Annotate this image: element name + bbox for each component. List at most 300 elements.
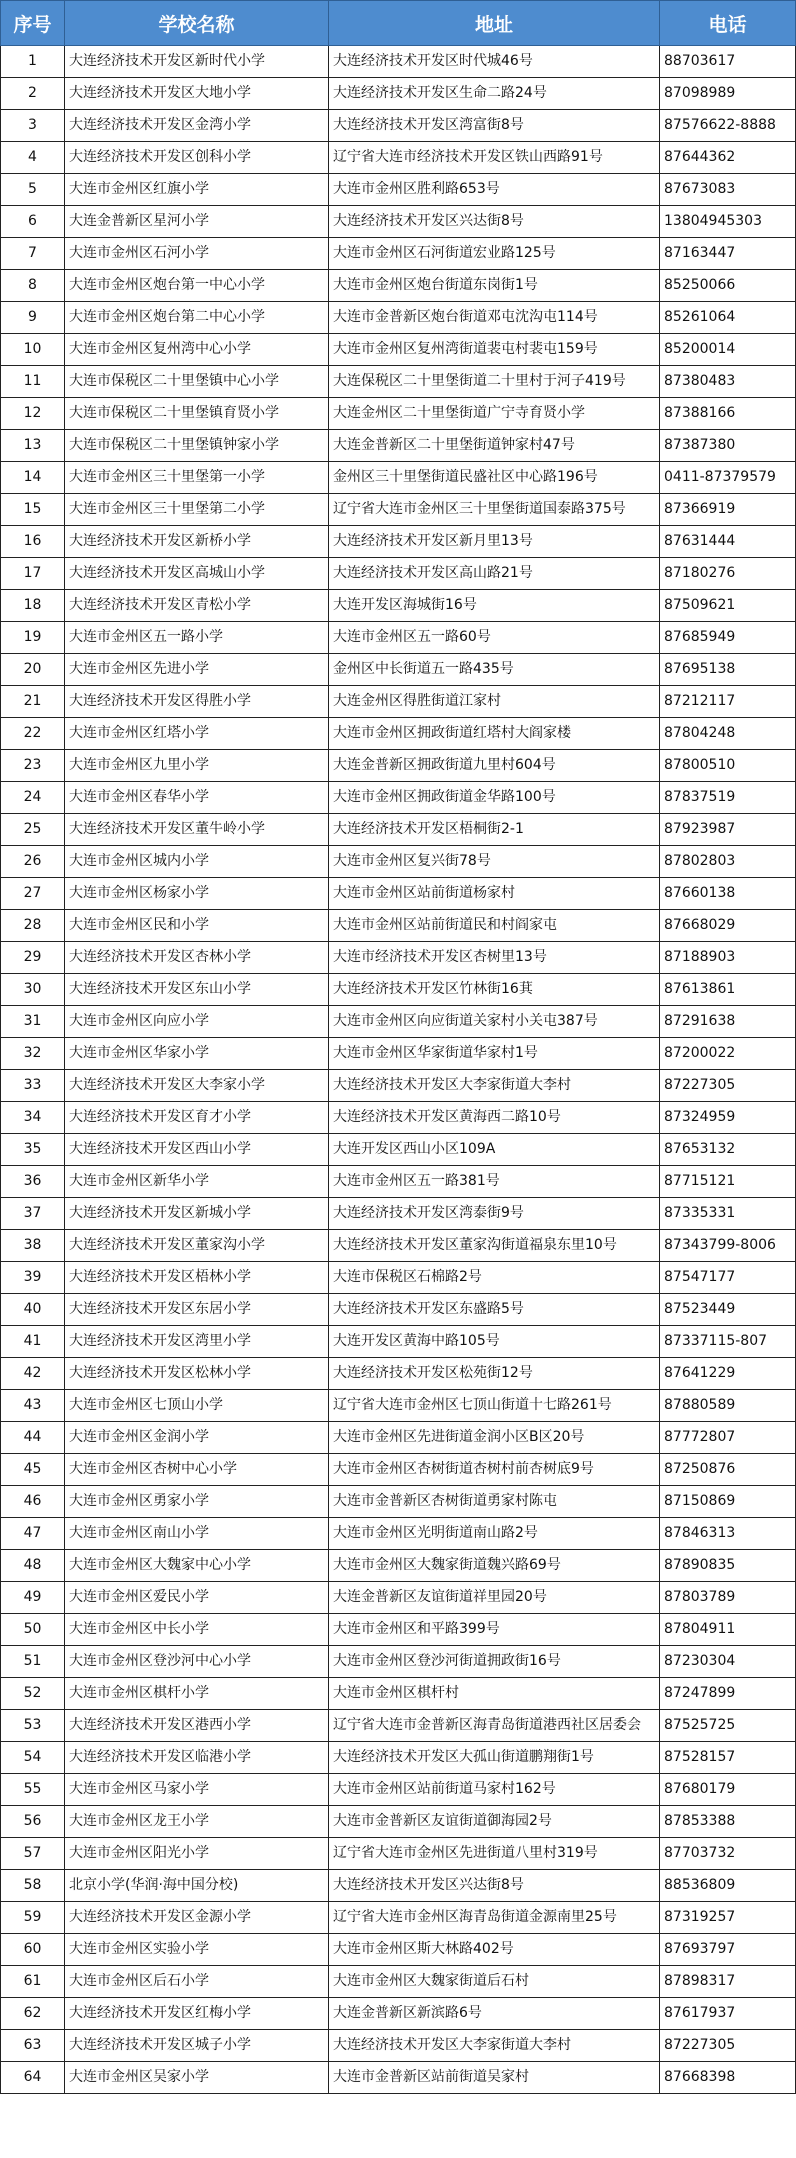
table-row xyxy=(1,302,796,334)
table-row xyxy=(1,590,796,622)
row-number: 35 xyxy=(1,1134,65,1166)
school-phone: 87804248 xyxy=(660,718,796,750)
row-number: 60 xyxy=(1,1934,65,1966)
row-number: 28 xyxy=(1,910,65,942)
row-number: 50 xyxy=(1,1614,65,1646)
school-address: 大连市金州区站前街道民和村阎家屯 xyxy=(329,910,660,942)
table-row xyxy=(1,1678,796,1710)
table-row xyxy=(1,654,796,686)
table-row xyxy=(1,1646,796,1678)
school-address: 大连经济技术开发区松苑街12号 xyxy=(329,1358,660,1390)
school-address: 大连经济技术开发区兴达街8号 xyxy=(329,1870,660,1902)
row-number: 44 xyxy=(1,1422,65,1454)
table-row xyxy=(1,1134,796,1166)
row-number: 42 xyxy=(1,1358,65,1390)
school-name: 大连市保税区二十里堡镇中心小学 xyxy=(65,366,329,398)
school-name: 大连经济技术开发区杏林小学 xyxy=(65,942,329,974)
row-number: 56 xyxy=(1,1806,65,1838)
school-address: 大连市金州区斯大林路402号 xyxy=(329,1934,660,1966)
school-name: 大连经济技术开发区红梅小学 xyxy=(65,1998,329,2030)
school-phone: 0411-87379579 xyxy=(660,462,796,494)
school-address: 大连市金州区五一路381号 xyxy=(329,1166,660,1198)
school-name: 大连市金州区新华小学 xyxy=(65,1166,329,1198)
school-address: 辽宁省大连市金州区七顶山街道十七路261号 xyxy=(329,1390,660,1422)
school-address: 辽宁省大连市金普新区海青岛街道港西社区居委会 xyxy=(329,1710,660,1742)
school-address: 大连市金州区炮台街道东岗街1号 xyxy=(329,270,660,302)
row-number: 11 xyxy=(1,366,65,398)
school-address: 金州区三十里堡街道民盛社区中心路196号 xyxy=(329,462,660,494)
table-row xyxy=(1,1454,796,1486)
school-name: 大连市金州区红塔小学 xyxy=(65,718,329,750)
school-phone: 87200022 xyxy=(660,1038,796,1070)
row-number: 15 xyxy=(1,494,65,526)
row-number: 12 xyxy=(1,398,65,430)
school-name: 大连金普新区星河小学 xyxy=(65,206,329,238)
row-number: 48 xyxy=(1,1550,65,1582)
school-phone: 87523449 xyxy=(660,1294,796,1326)
row-number: 4 xyxy=(1,142,65,174)
school-name: 大连经济技术开发区梧林小学 xyxy=(65,1262,329,1294)
school-name: 北京小学(华润·海中国分校) xyxy=(65,1870,329,1902)
school-name: 大连市金州区民和小学 xyxy=(65,910,329,942)
school-phone: 87617937 xyxy=(660,1998,796,2030)
row-number: 21 xyxy=(1,686,65,718)
school-address: 大连市金州区胜利路653号 xyxy=(329,174,660,206)
school-phone: 87660138 xyxy=(660,878,796,910)
school-name: 大连经济技术开发区创科小学 xyxy=(65,142,329,174)
school-name: 大连经济技术开发区金湾小学 xyxy=(65,110,329,142)
row-number: 9 xyxy=(1,302,65,334)
row-number: 30 xyxy=(1,974,65,1006)
school-name: 大连市金州区炮台第一中心小学 xyxy=(65,270,329,302)
school-address: 辽宁省大连市金州区海青岛街道金源南里25号 xyxy=(329,1902,660,1934)
school-name: 大连经济技术开发区松林小学 xyxy=(65,1358,329,1390)
school-phone: 87685949 xyxy=(660,622,796,654)
school-address: 大连经济技术开发区董家沟街道福泉东里10号 xyxy=(329,1230,660,1262)
row-number: 13 xyxy=(1,430,65,462)
school-address: 大连市金普新区友谊街道御海园2号 xyxy=(329,1806,660,1838)
school-name: 大连经济技术开发区东山小学 xyxy=(65,974,329,1006)
row-number: 62 xyxy=(1,1998,65,2030)
table-row xyxy=(1,878,796,910)
school-phone: 87668398 xyxy=(660,2062,796,2094)
school-phone: 87715121 xyxy=(660,1166,796,1198)
school-address: 大连市金州区棋杆村 xyxy=(329,1678,660,1710)
table-row xyxy=(1,1326,796,1358)
school-name: 大连经济技术开发区高城山小学 xyxy=(65,558,329,590)
school-phone: 87525725 xyxy=(660,1710,796,1742)
school-name: 大连经济技术开发区大李家小学 xyxy=(65,1070,329,1102)
school-name: 大连市金州区春华小学 xyxy=(65,782,329,814)
school-phone: 87380483 xyxy=(660,366,796,398)
school-phone: 87644362 xyxy=(660,142,796,174)
row-number: 1 xyxy=(1,46,65,78)
table-row xyxy=(1,2062,796,2094)
table-row xyxy=(1,1486,796,1518)
table-row xyxy=(1,46,796,78)
table-row xyxy=(1,1294,796,1326)
row-number: 37 xyxy=(1,1198,65,1230)
row-number: 51 xyxy=(1,1646,65,1678)
school-name: 大连市金州区向应小学 xyxy=(65,1006,329,1038)
row-number: 54 xyxy=(1,1742,65,1774)
school-name: 大连市金州区九里小学 xyxy=(65,750,329,782)
school-address: 大连市金州区登沙河街道拥政街16号 xyxy=(329,1646,660,1678)
school-phone: 87387380 xyxy=(660,430,796,462)
school-name: 大连市金州区五一路小学 xyxy=(65,622,329,654)
table-row xyxy=(1,1774,796,1806)
school-phone: 85261064 xyxy=(660,302,796,334)
row-number: 10 xyxy=(1,334,65,366)
school-phone: 88536809 xyxy=(660,1870,796,1902)
table-row xyxy=(1,110,796,142)
school-address: 大连经济技术开发区大李家街道大李村 xyxy=(329,2030,660,2062)
school-address: 大连市金州区先进街道金润小区B区20号 xyxy=(329,1422,660,1454)
row-number: 41 xyxy=(1,1326,65,1358)
school-name: 大连市金州区石河小学 xyxy=(65,238,329,270)
school-address: 大连市金州区拥政街道红塔村大阎家楼 xyxy=(329,718,660,750)
school-name: 大连经济技术开发区湾里小学 xyxy=(65,1326,329,1358)
table-row xyxy=(1,206,796,238)
table-row xyxy=(1,974,796,1006)
row-number: 40 xyxy=(1,1294,65,1326)
table-row xyxy=(1,1358,796,1390)
header-no: 序号 xyxy=(1,1,65,46)
school-phone: 87163447 xyxy=(660,238,796,270)
school-phone: 87673083 xyxy=(660,174,796,206)
school-address: 大连经济技术开发区大孤山街道鹏翔街1号 xyxy=(329,1742,660,1774)
school-phone: 87227305 xyxy=(660,2030,796,2062)
school-address: 大连市金州区华家街道华家村1号 xyxy=(329,1038,660,1070)
row-number: 26 xyxy=(1,846,65,878)
school-name: 大连经济技术开发区育才小学 xyxy=(65,1102,329,1134)
row-number: 39 xyxy=(1,1262,65,1294)
school-phone: 87837519 xyxy=(660,782,796,814)
table-row xyxy=(1,1038,796,1070)
school-address: 大连开发区黄海中路105号 xyxy=(329,1326,660,1358)
school-phone: 87923987 xyxy=(660,814,796,846)
school-name: 大连市金州区吴家小学 xyxy=(65,2062,329,2094)
table-row xyxy=(1,526,796,558)
school-address: 大连市金州区复兴街78号 xyxy=(329,846,660,878)
table-row xyxy=(1,1422,796,1454)
school-address: 大连开发区西山小区109A xyxy=(329,1134,660,1166)
school-phone: 87366919 xyxy=(660,494,796,526)
table-row xyxy=(1,1390,796,1422)
school-address: 辽宁省大连市金州区先进街道八里村319号 xyxy=(329,1838,660,1870)
row-number: 7 xyxy=(1,238,65,270)
table-row xyxy=(1,1518,796,1550)
school-phone: 87653132 xyxy=(660,1134,796,1166)
row-number: 57 xyxy=(1,1838,65,1870)
row-number: 14 xyxy=(1,462,65,494)
school-phone: 87509621 xyxy=(660,590,796,622)
school-phone: 87898317 xyxy=(660,1966,796,1998)
school-phone: 87343799-8006 xyxy=(660,1230,796,1262)
school-name: 大连市金州区红旗小学 xyxy=(65,174,329,206)
school-address: 大连经济技术开发区湾泰街9号 xyxy=(329,1198,660,1230)
school-name: 大连市金州区大魏家中心小学 xyxy=(65,1550,329,1582)
table-row xyxy=(1,1838,796,1870)
table-row xyxy=(1,622,796,654)
row-number: 6 xyxy=(1,206,65,238)
table-row xyxy=(1,1006,796,1038)
school-phone: 85250066 xyxy=(660,270,796,302)
school-name: 大连市金州区阳光小学 xyxy=(65,1838,329,1870)
school-name: 大连市金州区中长小学 xyxy=(65,1614,329,1646)
school-address: 大连金普新区拥政街道九里村604号 xyxy=(329,750,660,782)
school-phone: 87250876 xyxy=(660,1454,796,1486)
school-name: 大连经济技术开发区金源小学 xyxy=(65,1902,329,1934)
school-phone: 87150869 xyxy=(660,1486,796,1518)
school-name: 大连市金州区爱民小学 xyxy=(65,1582,329,1614)
school-phone: 87772807 xyxy=(660,1422,796,1454)
school-name: 大连市保税区二十里堡镇钟家小学 xyxy=(65,430,329,462)
school-name: 大连市金州区棋杆小学 xyxy=(65,1678,329,1710)
school-address: 大连市金州区杏树街道杏树村前杏树底9号 xyxy=(329,1454,660,1486)
school-name: 大连经济技术开发区新时代小学 xyxy=(65,46,329,78)
school-address: 大连市金州区五一路60号 xyxy=(329,622,660,654)
table-row xyxy=(1,238,796,270)
school-phone: 87846313 xyxy=(660,1518,796,1550)
row-number: 46 xyxy=(1,1486,65,1518)
school-phone: 87212117 xyxy=(660,686,796,718)
school-address: 大连经济技术开发区生命二路24号 xyxy=(329,78,660,110)
row-number: 18 xyxy=(1,590,65,622)
school-address: 辽宁省大连市经济技术开发区铁山西路91号 xyxy=(329,142,660,174)
school-name: 大连市金州区七顶山小学 xyxy=(65,1390,329,1422)
row-number: 38 xyxy=(1,1230,65,1262)
school-phone: 87680179 xyxy=(660,1774,796,1806)
school-phone: 87803789 xyxy=(660,1582,796,1614)
school-address: 大连开发区海城街16号 xyxy=(329,590,660,622)
school-phone: 87337115-807 xyxy=(660,1326,796,1358)
school-name: 大连市金州区南山小学 xyxy=(65,1518,329,1550)
table-row xyxy=(1,1998,796,2030)
row-number: 45 xyxy=(1,1454,65,1486)
school-name: 大连市金州区三十里堡第一小学 xyxy=(65,462,329,494)
school-address: 大连市保税区石棉路2号 xyxy=(329,1262,660,1294)
school-name: 大连市金州区三十里堡第二小学 xyxy=(65,494,329,526)
school-name: 大连经济技术开发区董牛岭小学 xyxy=(65,814,329,846)
school-name: 大连市金州区炮台第二中心小学 xyxy=(65,302,329,334)
table-row xyxy=(1,1582,796,1614)
row-number: 23 xyxy=(1,750,65,782)
school-phone: 13804945303 xyxy=(660,206,796,238)
row-number: 5 xyxy=(1,174,65,206)
table-row xyxy=(1,942,796,974)
school-phone: 87180276 xyxy=(660,558,796,590)
school-address: 大连市金州区站前街道杨家村 xyxy=(329,878,660,910)
row-number: 20 xyxy=(1,654,65,686)
school-name: 大连市金州区登沙河中心小学 xyxy=(65,1646,329,1678)
school-name: 大连市金州区杏树中心小学 xyxy=(65,1454,329,1486)
school-name: 大连市金州区勇家小学 xyxy=(65,1486,329,1518)
school-name: 大连市金州区龙王小学 xyxy=(65,1806,329,1838)
school-address: 大连市金州区拥政街道金华路100号 xyxy=(329,782,660,814)
table-row xyxy=(1,686,796,718)
table-row xyxy=(1,1742,796,1774)
school-address: 大连市金州区大魏家街道魏兴路69号 xyxy=(329,1550,660,1582)
school-phone: 87388166 xyxy=(660,398,796,430)
row-number: 55 xyxy=(1,1774,65,1806)
table-row xyxy=(1,1102,796,1134)
school-phone: 87324959 xyxy=(660,1102,796,1134)
school-address: 大连市经济技术开发区杏树里13号 xyxy=(329,942,660,974)
school-address: 大连市金州区复州湾街道裴屯村裴屯159号 xyxy=(329,334,660,366)
school-address: 大连经济技术开发区新月里13号 xyxy=(329,526,660,558)
school-phone: 87335331 xyxy=(660,1198,796,1230)
table-row xyxy=(1,398,796,430)
school-phone: 87098989 xyxy=(660,78,796,110)
school-name: 大连经济技术开发区港西小学 xyxy=(65,1710,329,1742)
school-phone: 87853388 xyxy=(660,1806,796,1838)
school-name: 大连经济技术开发区得胜小学 xyxy=(65,686,329,718)
school-phone: 87880589 xyxy=(660,1390,796,1422)
school-name: 大连经济技术开发区新城小学 xyxy=(65,1198,329,1230)
school-phone: 87804911 xyxy=(660,1614,796,1646)
school-name: 大连市金州区马家小学 xyxy=(65,1774,329,1806)
school-address: 大连经济技术开发区时代城46号 xyxy=(329,46,660,78)
table-row xyxy=(1,2030,796,2062)
row-number: 31 xyxy=(1,1006,65,1038)
school-address: 大连经济技术开发区湾富街8号 xyxy=(329,110,660,142)
row-number: 17 xyxy=(1,558,65,590)
table-row xyxy=(1,1550,796,1582)
table-row xyxy=(1,1870,796,1902)
school-address: 大连市金州区站前街道马家村162号 xyxy=(329,1774,660,1806)
school-name: 大连经济技术开发区东居小学 xyxy=(65,1294,329,1326)
table-row xyxy=(1,270,796,302)
school-address: 金州区中长街道五一路435号 xyxy=(329,654,660,686)
table-row xyxy=(1,78,796,110)
school-address: 大连经济技术开发区梧桐街2-1 xyxy=(329,814,660,846)
school-address: 大连金普新区二十里堡街道钟家村47号 xyxy=(329,430,660,462)
school-name: 大连经济技术开发区青松小学 xyxy=(65,590,329,622)
table-row xyxy=(1,494,796,526)
school-phone: 87576622-8888 xyxy=(660,110,796,142)
school-name: 大连经济技术开发区西山小学 xyxy=(65,1134,329,1166)
school-phone: 87291638 xyxy=(660,1006,796,1038)
row-number: 25 xyxy=(1,814,65,846)
table-row xyxy=(1,558,796,590)
table-row xyxy=(1,1710,796,1742)
school-address: 大连市金州区和平路399号 xyxy=(329,1614,660,1646)
table-row xyxy=(1,814,796,846)
row-number: 32 xyxy=(1,1038,65,1070)
school-address: 大连市金普新区炮台街道邓屯沈沟屯114号 xyxy=(329,302,660,334)
school-name: 大连市金州区杨家小学 xyxy=(65,878,329,910)
table-body xyxy=(1,46,796,2094)
school-phone: 87188903 xyxy=(660,942,796,974)
row-number: 19 xyxy=(1,622,65,654)
school-name: 大连市保税区二十里堡镇育贤小学 xyxy=(65,398,329,430)
row-number: 58 xyxy=(1,1870,65,1902)
table-row xyxy=(1,366,796,398)
row-number: 2 xyxy=(1,78,65,110)
row-number: 43 xyxy=(1,1390,65,1422)
table-row xyxy=(1,1070,796,1102)
school-address: 大连市金州区石河街道宏业路125号 xyxy=(329,238,660,270)
school-address: 大连经济技术开发区兴达街8号 xyxy=(329,206,660,238)
school-phone: 87631444 xyxy=(660,526,796,558)
school-address: 大连经济技术开发区竹林街16萁 xyxy=(329,974,660,1006)
row-number: 61 xyxy=(1,1966,65,1998)
row-number: 53 xyxy=(1,1710,65,1742)
row-number: 59 xyxy=(1,1902,65,1934)
header-name: 学校名称 xyxy=(65,1,329,46)
table-row xyxy=(1,718,796,750)
table-row xyxy=(1,1902,796,1934)
row-number: 36 xyxy=(1,1166,65,1198)
table-row xyxy=(1,1230,796,1262)
table-row xyxy=(1,1806,796,1838)
school-name: 大连市金州区后石小学 xyxy=(65,1966,329,1998)
school-address: 大连经济技术开发区大李家街道大李村 xyxy=(329,1070,660,1102)
table-row xyxy=(1,782,796,814)
row-number: 63 xyxy=(1,2030,65,2062)
table-row xyxy=(1,1614,796,1646)
school-phone: 87800510 xyxy=(660,750,796,782)
header-row xyxy=(1,1,796,46)
row-number: 8 xyxy=(1,270,65,302)
table-row xyxy=(1,1934,796,1966)
table-row xyxy=(1,1198,796,1230)
school-phone: 87247899 xyxy=(660,1678,796,1710)
school-name: 大连市金州区金润小学 xyxy=(65,1422,329,1454)
school-address: 大连金普新区友谊街道祥里园20号 xyxy=(329,1582,660,1614)
school-address: 大连金州区得胜街道江家村 xyxy=(329,686,660,718)
school-name: 大连经济技术开发区大地小学 xyxy=(65,78,329,110)
school-phone: 87802803 xyxy=(660,846,796,878)
school-phone: 87613861 xyxy=(660,974,796,1006)
table-row xyxy=(1,430,796,462)
school-name: 大连经济技术开发区临港小学 xyxy=(65,1742,329,1774)
table-row xyxy=(1,462,796,494)
school-name: 大连经济技术开发区董家沟小学 xyxy=(65,1230,329,1262)
table-row xyxy=(1,750,796,782)
header-address: 地址 xyxy=(329,1,660,46)
school-phone: 87693797 xyxy=(660,1934,796,1966)
table-row xyxy=(1,1262,796,1294)
school-address: 辽宁省大连市金州区三十里堡街道国泰路375号 xyxy=(329,494,660,526)
school-address: 大连市金普新区杏树街道勇家村陈屯 xyxy=(329,1486,660,1518)
school-phone: 87695138 xyxy=(660,654,796,686)
school-name: 大连经济技术开发区城子小学 xyxy=(65,2030,329,2062)
row-number: 47 xyxy=(1,1518,65,1550)
school-address: 大连金州区二十里堡街道广宁寺育贤小学 xyxy=(329,398,660,430)
school-phone: 85200014 xyxy=(660,334,796,366)
school-name: 大连市金州区华家小学 xyxy=(65,1038,329,1070)
school-phone: 87319257 xyxy=(660,1902,796,1934)
school-phone: 87703732 xyxy=(660,1838,796,1870)
school-address: 大连市金州区向应街道关家村小关屯387号 xyxy=(329,1006,660,1038)
school-address: 大连市金普新区站前街道吴家村 xyxy=(329,2062,660,2094)
school-name: 大连经济技术开发区新桥小学 xyxy=(65,526,329,558)
school-name: 大连市金州区实验小学 xyxy=(65,1934,329,1966)
school-phone: 87227305 xyxy=(660,1070,796,1102)
row-number: 33 xyxy=(1,1070,65,1102)
row-number: 34 xyxy=(1,1102,65,1134)
row-number: 24 xyxy=(1,782,65,814)
row-number: 52 xyxy=(1,1678,65,1710)
table-row xyxy=(1,1966,796,1998)
school-address: 大连市金州区光明街道南山路2号 xyxy=(329,1518,660,1550)
row-number: 27 xyxy=(1,878,65,910)
row-number: 3 xyxy=(1,110,65,142)
school-address: 大连市金州区大魏家街道后石村 xyxy=(329,1966,660,1998)
school-phone: 87547177 xyxy=(660,1262,796,1294)
